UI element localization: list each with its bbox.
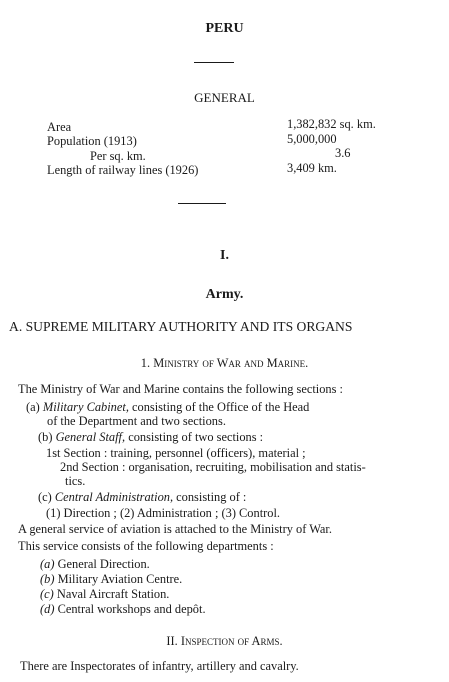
list-text: General Direction. <box>57 557 150 571</box>
list-text: Central workshops and depôt. <box>57 602 206 616</box>
part-title: Army. <box>205 287 244 302</box>
stat-value-area: 1,382,832 sq. km. <box>287 117 376 131</box>
stats-rule <box>178 203 226 204</box>
aviation-statement: A general service of aviation is attached to the Ministry of War. <box>18 522 332 536</box>
military-cabinet-label: Military Cabinet, <box>42 400 129 414</box>
ministry-number: 1. <box>140 356 151 370</box>
central-administration-items: (1) Direction ; (2) Administration ; (3) Control. <box>46 506 281 520</box>
general-staff-label: General Staff, <box>55 430 126 444</box>
item-marker: (c) <box>38 490 52 504</box>
ministry-heading-text: Ministry of War and Marine. <box>153 356 309 370</box>
list-item <box>40 572 182 587</box>
stat-value-railway: 3,409 km. <box>287 161 337 175</box>
military-cabinet-text: consisting of the Office of the Head <box>128 400 310 414</box>
general-staff-text: consisting of two sections : <box>125 430 264 444</box>
list-marker: (c) <box>40 587 54 601</box>
aviation-intro: This service consists of the following departments : <box>18 539 274 553</box>
stat-value-density: 3.6 <box>335 146 351 160</box>
list-marker: (a) <box>40 557 55 571</box>
military-cabinet-text-cont: of the Department and two sections. <box>47 414 226 428</box>
list-text: Naval Aircraft Station. <box>56 587 170 601</box>
stat-label-railway: Length of railway lines (1926) <box>47 163 199 177</box>
ministry-heading <box>0 356 449 371</box>
list-text: Military Aviation Centre. <box>57 572 183 586</box>
general-staff-section-2-cont: tics. <box>65 474 86 488</box>
list-item <box>40 557 150 572</box>
list-marker: (b) <box>40 572 55 586</box>
title-rule <box>194 62 234 63</box>
country-title: PERU <box>205 21 244 36</box>
stat-value-population: 5,000,000 <box>287 132 337 146</box>
general-staff-section-2: 2nd Section : organisation, recruiting, mobilisation and statis- <box>60 460 366 474</box>
section-b-item <box>38 430 263 445</box>
stat-label-area: Area <box>47 120 72 134</box>
item-marker: (b) <box>38 430 53 444</box>
section-a-title: A. SUPREME MILITARY AUTHORITY AND ITS ORGANS <box>9 319 353 334</box>
inspection-number: II. <box>166 634 178 648</box>
stat-label-population: Population (1913) <box>47 134 137 148</box>
central-administration-text: consisting of : <box>173 490 247 504</box>
inspection-heading <box>0 634 449 649</box>
section-a-item <box>26 400 309 415</box>
inspection-text: There are Inspectorates of infantry, artillery and cavalry. <box>20 659 299 673</box>
list-item <box>40 602 206 617</box>
ministry-intro: The Ministry of War and Marine contains the following sections : <box>18 382 343 396</box>
stat-label-density: Per sq. km. <box>90 149 146 163</box>
item-marker: (a) <box>26 400 40 414</box>
section-c-item <box>38 490 246 505</box>
general-heading: GENERAL <box>194 90 255 105</box>
list-item <box>40 587 169 602</box>
general-staff-section-1: 1st Section : training, personnel (officers), material ; <box>46 446 306 460</box>
list-marker: (d) <box>40 602 55 616</box>
inspection-heading-text: Inspection of Arms. <box>180 634 283 648</box>
part-numeral: I. <box>220 248 229 263</box>
central-administration-label: Central Administration, <box>54 490 174 504</box>
